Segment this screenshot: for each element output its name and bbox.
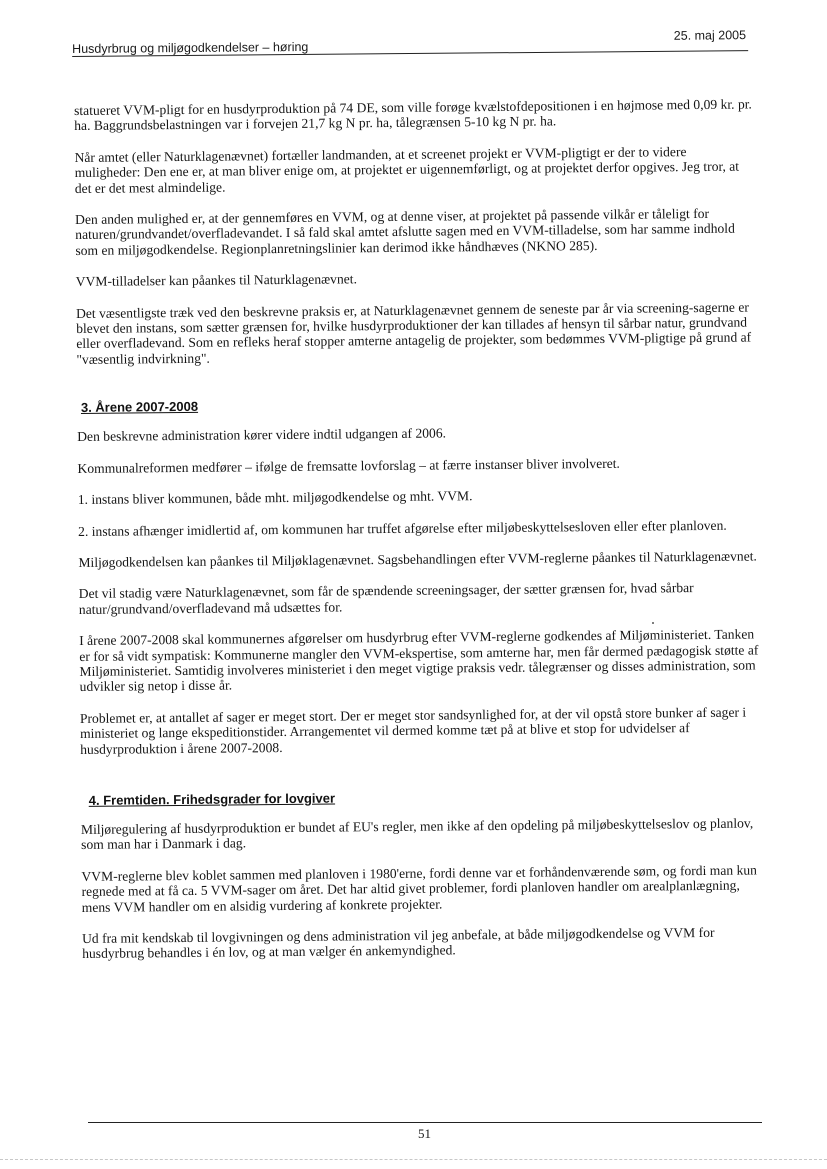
- paragraph: I årene 2007-2008 skal kommunernes afgørelser om husdyrbrug efter VVM-reglerne godkendes af Miljøministeriet. Tanken er for så vidt sympatisk: Kommunerne mangler den VVM-ekspertise, som amterne har, men får dermed pædagogisk støtte af Miljøministeriet. Samtidig involveres ministeriet i den meget vigtige praksis vedr. tålegrænser og disses administration, som udvikler sig netop i disse år.: [79, 626, 759, 695]
- header-date: 25. maj 2005: [673, 28, 747, 43]
- paragraph: Den beskrevne administration kører videre indtil udgangen af 2006.: [77, 425, 447, 445]
- paragraph: Miljøgodkendelsen kan påankes til Miljøklagenævnet. Sagsbehandlingen efter VVM-reglerne påankes til Naturklagenævnet.: [78, 548, 757, 570]
- paragraph: statueret VVM-pligt for en husdyrproduktion på 74 DE, som ville forøge kvælstofdepositionen i en højmose med 0,09 kr. pr. ha. Baggrundsbelastningen var i forvejen 21,7 kg N pr. ha, tålegrænsen 5-10 kg N pr. ha.: [74, 96, 752, 134]
- paragraph: Det væsentligste træk ved den beskrevne praksis er, at Naturklagenævnet gennem de seneste par år via screening-sagerne er blevet den instans, som sætter grænsen for, hvilke husdyrproduktioner der kan tillades af hensyn til sårbar natur, grundvand eller overfladevand. Som en refleks heraf stopper amterne antagelig de projekter, som bedømmes VVM-pligtige på grund af "væsentlig indvirkning".: [75, 299, 752, 367]
- paragraph: Det vil stadig være Naturklagenævnet, som får de spændende screeningsager, der sætter grænsen for, hvad sårbar natur/grundvand/overfladevand må udsættes for.: [78, 580, 694, 617]
- header-title: Husdyrbrug og miljøgodkendelser – høring: [72, 39, 309, 56]
- section-heading-3: 3. Årene 2007-2008: [80, 399, 199, 416]
- paragraph: Den anden mulighed er, at der gennemføres en VVM, og at denne viser, at projektet på passende vilkår er tåleligt for naturen/grundvandet/overfladevandet. I så fald skal amtet afslutte sagen med en VVM-tilladelse, som har samme indhold som en miljøgodkendelse. Regionplanretningslinier kan derimod ikke håndhæves (NKNO 285).: [75, 205, 735, 258]
- scan-edge-line: [0, 1159, 827, 1160]
- page-header: [72, 28, 748, 58]
- paragraph: Kommunalreformen medfører – ifølge de fremsatte lovforslag – at færre instanser bliver involveret.: [77, 455, 620, 476]
- paragraph: Problemet er, at antallet af sager er meget stort. Der er meget stor sandsynlighed for, at der vil opstå store bunker af sager i ministeriet og lange ekspeditionstider. Arrangementet vil dermed komme tæt på at blive et stop for udvidelser af husdyrproduktion i årene 2007-2008.: [79, 704, 747, 757]
- footer-divider: [88, 1122, 762, 1123]
- paragraph: VVM-tilladelser kan påankes til Naturklagenævnet.: [75, 271, 358, 290]
- section-heading-4: 4. Fremtiden. Frihedsgrader for lovgiver: [88, 790, 336, 808]
- paragraph: 2. instans afhænger imidlertid af, om kommunen har truffet afgørelse efter miljøbeskyttelsesloven eller efter planloven.: [78, 517, 727, 539]
- paragraph: VVM-reglerne blev koblet sammen med planloven i 1980'erne, fordi denne var et forhåndenværende søm, og fordi man kun regnede med at få ca. 5 VVM-sager om året. Det har altid givet problemer, fordi planloven handler om arealplanlægning, mens VVM handler om en alsidig vurdering af konkrete projekter.: [81, 862, 757, 915]
- paragraph: Ud fra mit kendskab til lovgivningen og dens administration vil jeg anbefale, at både miljøgodkendelse og VVM for husdyrbrug behandles i én lov, og at man vælger én ankemyndighed.: [81, 924, 715, 962]
- scan-speck: [652, 622, 654, 624]
- page-number: 51: [418, 1126, 431, 1141]
- paragraph: Når amtet (eller Naturklagenævnet) fortæller landmanden, at et screenet projekt er VVM-pligtigt er der to videre muligheder: Den ene er, at man bliver enige om, at projektet er uigennemførligt, og at projektet derfor opgives. Jeg tror, at det er det mest almindelige.: [74, 143, 740, 196]
- paragraph: 1. instans bliver kommunen, både mht. miljøgodkendelse og mht. VVM.: [77, 488, 473, 508]
- paragraph: Miljøregulering af husdyrproduktion er bundet af EU's regler, men ikke af den opdeling på miljøbeskyttelseslov og planlov, som man har i Danmark i dag.: [80, 815, 754, 853]
- document-body: [74, 96, 762, 977]
